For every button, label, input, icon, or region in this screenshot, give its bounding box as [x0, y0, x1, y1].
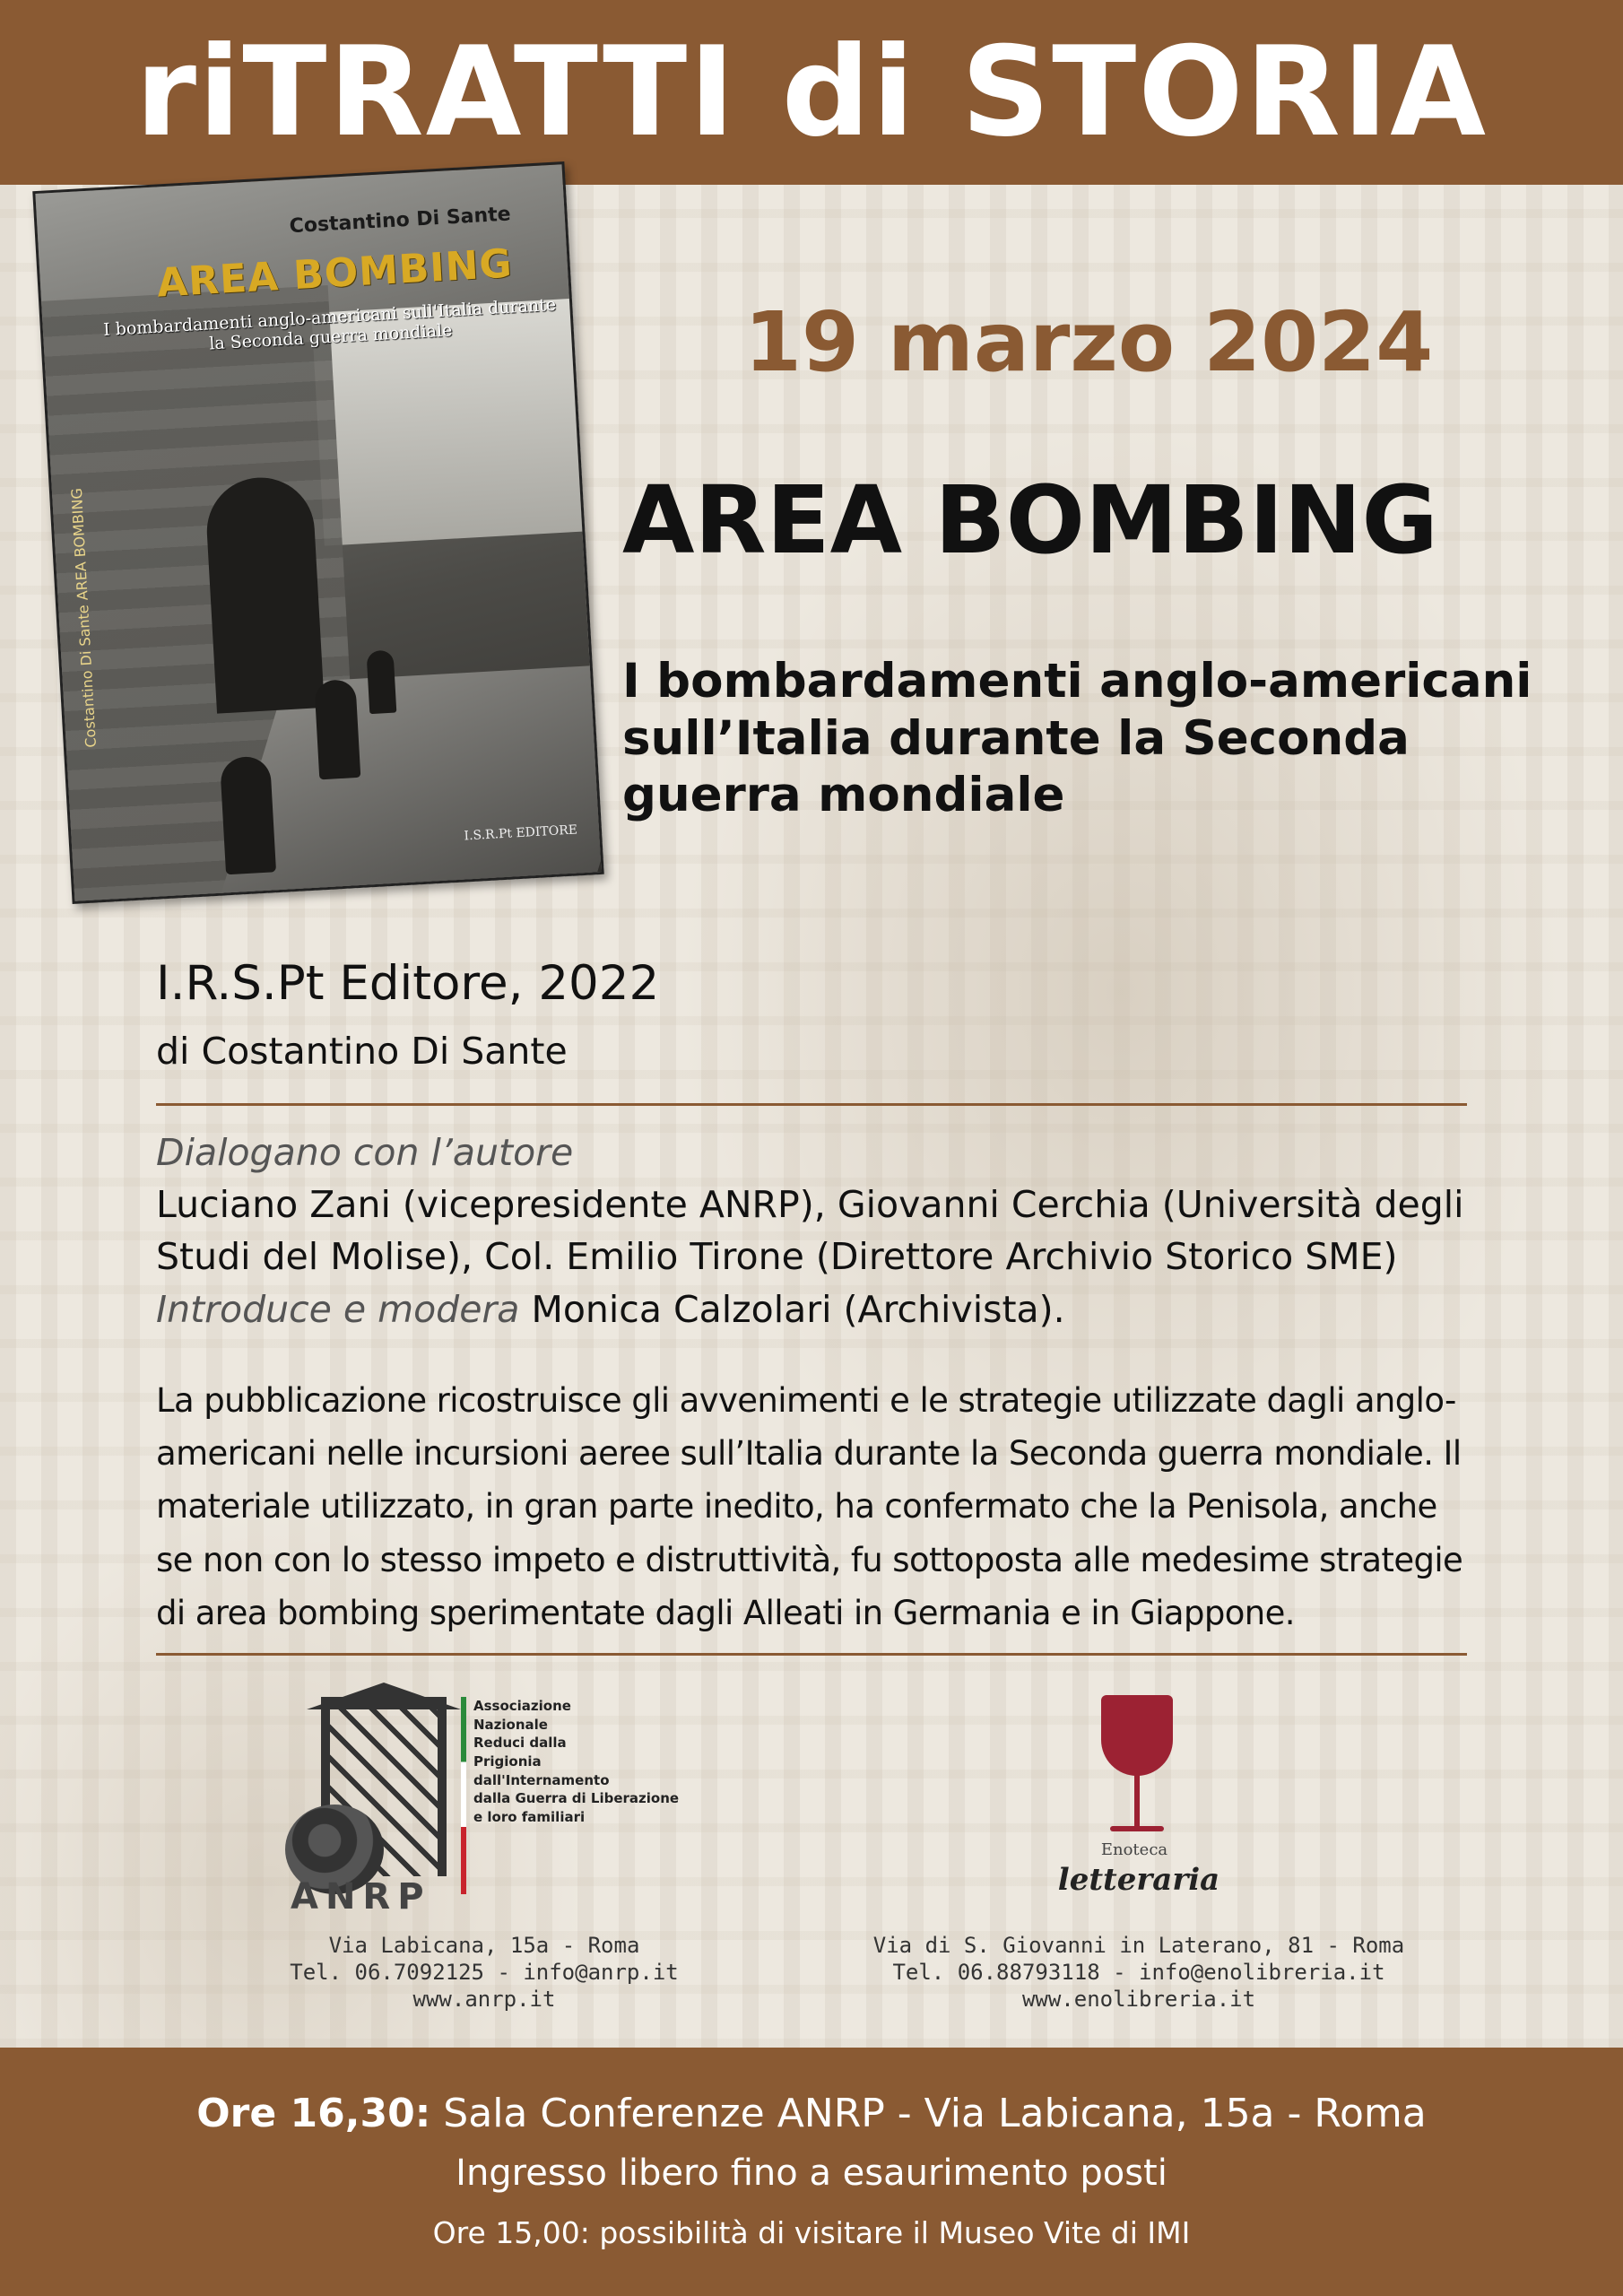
anrp-acronym: ANRP — [291, 1876, 431, 1918]
italian-flag-stripe — [461, 1697, 466, 1894]
discussion-speakers: Luciano Zani (vicepresidente ANRP), Giovanni Cerchia (Università degli Studi del Molise), Col. Emilio Tirone (Direttore Archivio Storico SME) — [156, 1183, 1464, 1279]
anrp-web: www.anrp.it — [412, 1987, 556, 2012]
moderator-name: Monica Calzolari (Archivista). — [519, 1287, 1065, 1331]
discussion-moderator-line — [156, 1283, 1483, 1335]
anrp-word: Reduci dalla — [473, 1735, 567, 1752]
wine-glass-stem — [1134, 1774, 1140, 1828]
book-cover — [32, 161, 604, 904]
enoteca-label: Enoteca — [1100, 1840, 1168, 1859]
anrp-word: Associazione — [473, 1698, 571, 1714]
cover-spine-text: Costantino Di Sante AREA BOMBING — [67, 487, 100, 749]
cover-photo-arch — [204, 474, 325, 713]
anrp-word: dalla Guerra di Liberazione — [473, 1790, 680, 1807]
cover-title: AREA BOMBING — [155, 240, 514, 307]
anrp-word: dall'Internamento — [473, 1771, 610, 1788]
anrp-logo — [285, 1697, 680, 1918]
wine-glass-foot — [1110, 1826, 1164, 1831]
enoteca-contacts — [870, 1932, 1408, 2013]
anrp-phone: Tel. 06.7092125 - info@anrp.it — [290, 1960, 679, 1985]
anrp-word: Prigionia — [473, 1753, 542, 1770]
entry-note: Ingresso libero fino a esaurimento posti — [456, 2152, 1167, 2194]
enoteca-web: www.enolibreria.it — [1021, 1987, 1256, 2012]
anrp-contacts — [269, 1932, 699, 2013]
header-band — [0, 0, 1623, 185]
enoteca-phone: Tel. 06.88793118 - info@enolibreria.it — [892, 1960, 1385, 1985]
event-subtitle: I bombardamenti anglo-americani sull’Italia durante la Seconda guerra mondiale — [622, 654, 1532, 823]
anrp-word: e loro familiari — [473, 1809, 586, 1826]
discussion-intro: Dialogano con l’autore — [156, 1131, 574, 1174]
cover-photo-child — [314, 679, 360, 779]
divider — [156, 1653, 1467, 1656]
cover-photo-child — [366, 650, 396, 715]
cover-publisher-mark: I.S.R.Pt EDITORE — [464, 822, 578, 844]
anrp-full-name — [473, 1697, 679, 1827]
event-time: Ore 16,30: — [196, 2091, 431, 2136]
event-date: 19 marzo 2024 — [744, 294, 1434, 390]
publisher-line: I.R.S.Pt Editore, 2022 — [156, 956, 660, 1011]
author-line: di Costantino Di Sante — [156, 1030, 568, 1073]
event-venue: Sala Conferenze ANRP - Via Labicana, 15a - Roma — [430, 2091, 1427, 2136]
cover-subtitle: I bombardamenti anglo-americani sull'Italia durante la Seconda guerra mondiale — [102, 294, 557, 354]
event-time-venue — [0, 2091, 1623, 2136]
series-title: riTRATTI di STORIA — [135, 20, 1488, 164]
book-description: La pubblicazione ricostruisce gli avvenimenti e le strategie utilizzate dagli anglo-americani nelle incursioni aeree sull’Italia durante la Seconda guerra mondiale. Il materiale utilizzato, in gran parte inedito, ha confermato che la Penisola, anche se non con lo stesso impeto e distruttività, fu sottoposta alle medesime strategie di area bombing sperimentate dagli Alleati in Germania e in Giappone. — [156, 1381, 1463, 1632]
cover-photo-child — [220, 755, 276, 874]
museum-note: Ore 15,00: possibilità di visitare il Museo Vite di IMI — [432, 2215, 1191, 2250]
footer-band — [0, 2048, 1623, 2296]
enoteca-logo — [1031, 1695, 1237, 1910]
anrp-address: Via Labicana, 15a - Roma — [328, 1933, 640, 1958]
wine-glass-icon — [1101, 1695, 1173, 1776]
divider — [156, 1103, 1467, 1106]
event-title: AREA BOMBING — [622, 465, 1438, 575]
enoteca-name: letteraria — [1057, 1862, 1220, 1898]
discussion-block — [156, 1126, 1483, 1335]
moderator-label: Introduce e modera — [156, 1287, 520, 1331]
anrp-word: Nazionale — [473, 1716, 548, 1733]
enoteca-address: Via di S. Giovanni in Laterano, 81 - Roma — [872, 1933, 1405, 1958]
cover-author: Costantino Di Sante — [289, 203, 512, 239]
